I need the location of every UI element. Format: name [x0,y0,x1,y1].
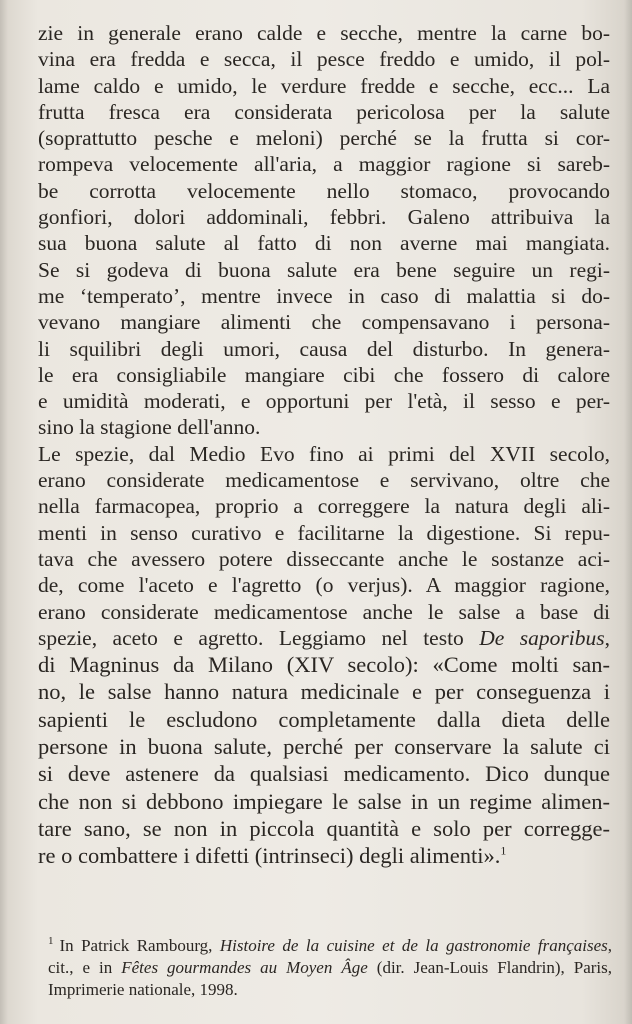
text-line: menti in senso curativo e facilitarne la digestione. Si repu- [38,520,610,545]
text-line: be corrotta velocemente nello stomaco, provocando [38,178,610,203]
paragraph-spices [38,441,610,870]
text-segment: , [607,936,612,955]
text-line: lame caldo e umido, le verdure fredde e secche, ecc... La [38,73,610,98]
text-segment: , [604,625,610,650]
text-line: Le spezie, dal Medio Evo fino ai primi del XVII secolo, [38,441,610,466]
footnote-line [48,935,612,957]
text-line: vina era fredda e secca, il pesce freddo e umido, il pol- [38,47,610,72]
text-line-last [38,842,610,869]
text-line: erano considerate medicamentose anche le salse a base di [38,599,610,624]
text-line: nella farmacopea, proprio a correggere la natura degli ali- [38,494,610,519]
text-line: (soprattutto pesche e meloni) perché se la frutta si cor- [38,126,610,151]
text-line: li squilibri degli umori, causa del disturbo. In genera- [38,336,610,361]
text-line: e umidità moderati, e opportuni per l'età, il sesso e per- [38,389,610,414]
text-line: rompeva velocemente all'aria, a maggior ragione si sareb- [38,152,610,177]
text-line: sua buona salute al fatto di non averne mai mangiata. [38,231,610,256]
text-line: vevano mangiare alimenti che compensavano i persona- [38,310,610,335]
text-segment: re o combattere i difetti (intrinseci) degli alimenti». [38,843,501,869]
text-line: de, come l'aceto e l'agretto (o verjus). A maggior ragione, [38,573,610,598]
text-line: zie in generale erano calde e secche, mentre la carne bo- [38,21,610,45]
text-line: gonfiori, dolori addominali, febbri. Galeno attribuiva la [38,205,610,230]
text-line: me ‘temperato’, mentre invece in caso di malattia si do- [38,283,610,308]
text-line: Se si godeva di buona salute era bene seguire un regi- [38,257,610,282]
text-line: persone in buona salute, perché per conservare la salute ci [38,734,610,760]
text-line: che non si debbono impiegare le salse in un regime alimen- [38,788,610,814]
text-line: tava che avessero potere disseccante anche le sostanze aci- [38,546,610,571]
text-line: di Magninus da Milano (XIV secolo): «Come molti san- [38,652,610,678]
footnote-reference[interactable]: 1 [500,843,507,858]
book-title-fetes: Fêtes gourmandes au Moyen Âge [121,958,368,977]
footnote [48,935,612,1001]
paragraph-humors [38,20,610,441]
book-title-de-saporibus: De saporibus [479,625,605,650]
footnote-line: Imprimerie nationale, 1998. [48,980,238,999]
page-left-shadow [0,0,8,1024]
footnote-line [48,957,612,979]
text-line: sapienti le escludono completamente dalla dieta delle [38,706,610,732]
page-right-shadow [624,0,632,1024]
text-line: frutta fresca era considerata pericolosa per la salute [38,99,610,124]
text-line: erano considerate medicamentose e servivano, oltre che [38,468,610,493]
body-text [38,20,610,870]
footnote-mark: 1 [48,935,54,948]
text-segment: cit., e in [48,958,122,977]
book-title-histoire: Histoire de la cuisine et de la gastronomie françaises [219,936,608,955]
text-line: tare sano, se non in piccola quantità e solo per corregge- [38,815,610,841]
text-line: sino la stagione dell'anno. [38,415,261,440]
text-segment: spezie, aceto e agretto. Leggiamo nel testo [38,625,480,650]
text-line-with-title [38,625,610,651]
text-line: le era consigliabile mangiare cibi che fossero di calore [38,362,610,387]
text-segment: In Patrick Rambourg, [59,936,220,955]
text-segment: (dir. Jean-Louis Flandrin), Paris, [367,958,612,977]
text-line: si deve astenere da qualsiasi medicamento. Dico dunque [38,761,610,787]
text-line: no, le salse hanno natura medicinale e per conseguenza i [38,679,610,705]
